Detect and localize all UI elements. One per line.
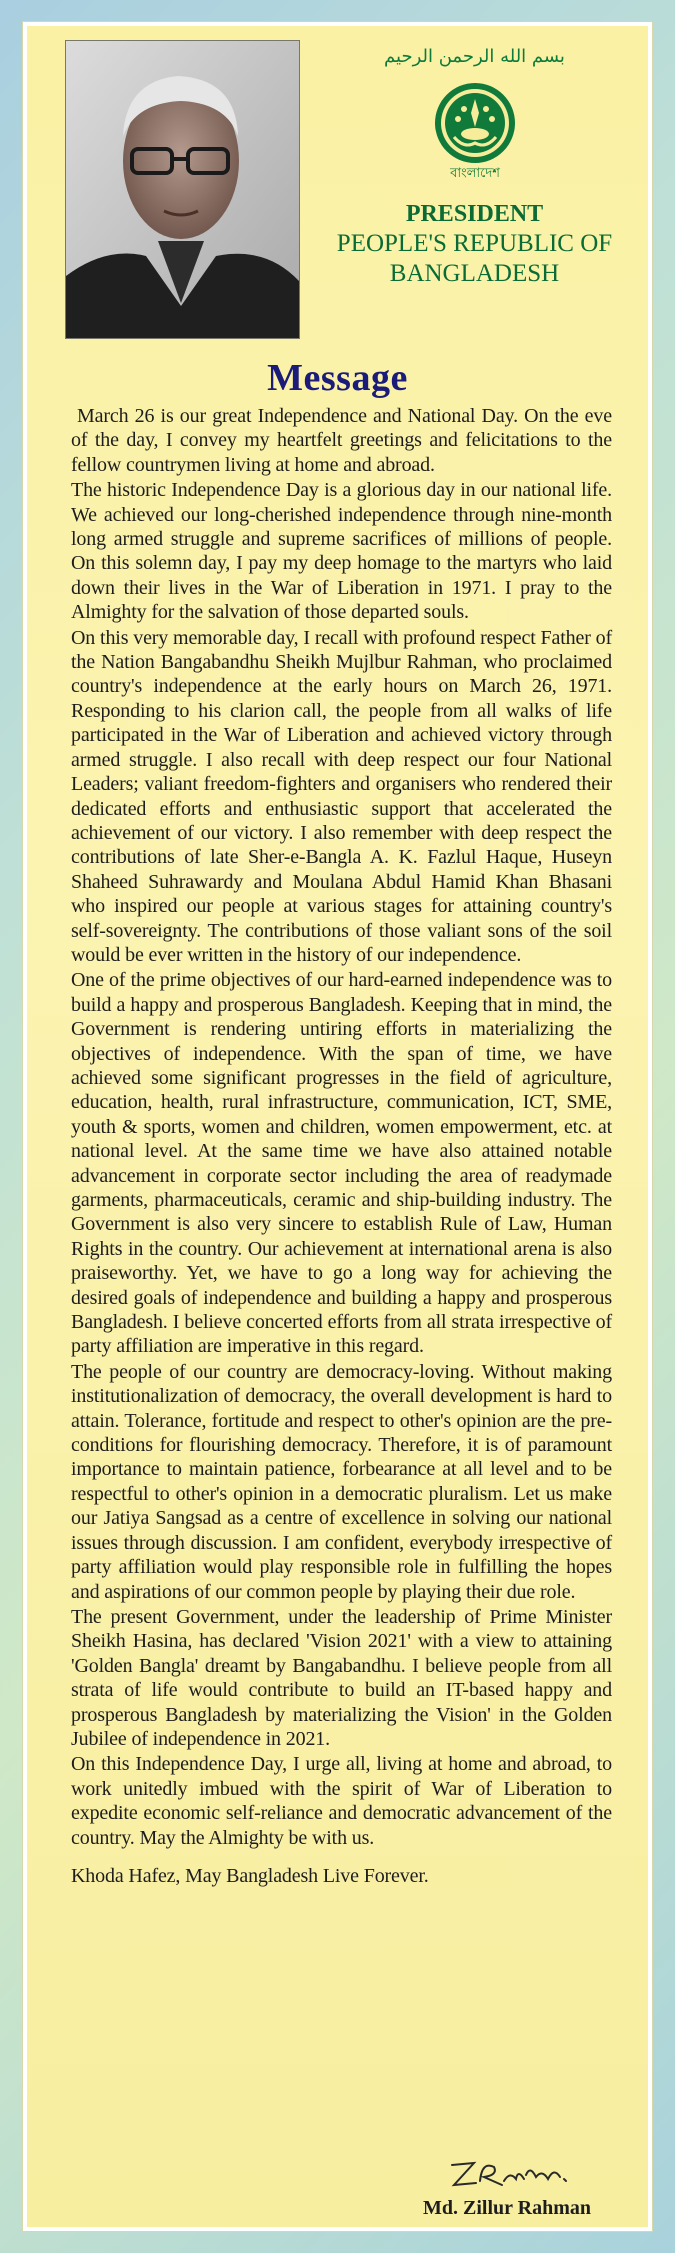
paragraph-3: On this very memorable day, I recall with profound respect Father of the Nation Bangabandhu Sheikh Mujlbur Rahman, who proclaimed country's independence at the early hours on March 26, 1971. Responding to his clarion call, the people from all walks of life participated in the War of Liberation and achieved victory through armed struggle. I also recall with deep respect our four National Leaders; valiant freedom-fighters and organisers who rendered their dedicated efforts and enthusiastic support that accelerated the achievement of our victory. I also remember with deep respect the contributions of late Sher-e-Bangla A. K. Fazlul Haque, Huseyn Shaheed Suhrawardy and Moulana Abdul Hamid Khan Bhasani who inspired our people at various stages for attaining country's self-sovereignty. The contributions of those valiant sons of the soil would be ever written in the history of our independence. <box>71 626 612 966</box>
title-country: BANGLADESH <box>389 260 560 287</box>
president-portrait <box>65 40 300 339</box>
paragraph-1: March 26 is our great Independence and National Day. On the eve of the day, I convey my heartfelt greetings and felicitations to the fellow countrymen living at home and abroad. <box>71 405 612 476</box>
message-heading: Message <box>267 357 408 399</box>
office-title <box>317 199 632 289</box>
national-emblem-icon <box>426 79 524 181</box>
paragraph-2: The historic Independence Day is a glorious day in our national life. We achieved our long-cherished independence through nine-month long armed struggle and supreme sacrifices of millions of people. On this solemn day, I pay my deep homage to the martyrs who laid down their lives in the War of Liberation in 1971. I pray to the Almighty for the salvation of those departed souls. <box>71 479 612 624</box>
emblem-caption: বাংলাদেশ <box>449 166 500 181</box>
title-president: PRESIDENT <box>405 201 544 227</box>
arabic-invocation: بسم الله الرحمن الرحيم <box>384 46 565 67</box>
signer-name: Md. Zillur Rahman <box>423 2197 591 2219</box>
title-republic: PEOPLE'S REPUBLIC OF <box>336 230 613 257</box>
paragraph-6: The present Government, under the leadership of Prime Minister Sheikh Hasina, has declared 'Vision 2021' with a view to attaining 'Golden Bangla' dreamt by Bangabandhu. I believe people from all strata of life would contribute to build an IT-based happy and prosperous Bangladesh by materializing the Vision' in the Golden Jubilee of independence in 2021. <box>71 1605 612 1750</box>
paragraph-7: On this Independence Day, I urge all, living at home and abroad, to work unitedly imbued with the spirit of War of Liberation to expedite economic self-reliance and democratic advancement of the country. May the Almighty be with us. <box>71 1753 612 1849</box>
paragraph-5: The people of our country are democracy-loving. Without making institutionalization of democracy, the overall development is hard to attain. Tolerance, fortitude and respect to other's opinion are the pre-conditions for flourishing democracy. Therefore, it is of paramount importance to maintain patience, forbearance at all level and to be respectful to other's opinion in a democratic pluralism. Let us make our Jatiya Sangsad as a centre of excellence in solving our national issues through discussion. I am confident, everybody irrespective of party affiliation would play responsible role in fulfilling the hopes and aspirations of our common people by playing their due role. <box>71 1360 612 1603</box>
message-card <box>23 22 652 2231</box>
message-body <box>71 404 612 1889</box>
paragraph-4: One of the prime objectives of our hard-earned independence was to build a happy and prosperous Bangladesh. Keeping that in mind, the Government is rendering untiring efforts in materializing the objectives of independence. With the span of time, we have achieved some significant progresses in the field of agriculture, education, health, rural infrastructure, communication, ICT, SME, youth & sports, women and children, women empowerment, etc. at national level. At the same time we have also attained notable advancement in corporate sector including the area of readymade garments, pharmaceuticals, ceramic and ship-building industry. The Government is also very sincere to establish Rule of Law, Human Rights in the country. Our achievement at international arena is also praiseworthy. Yet, we have to go a long way for achieving the desired goals of independence and building a happy and prosperous Bangladesh. I believe concerted efforts from all strata irrespective of party affiliation are imperative in this regard. <box>71 969 612 1358</box>
handwritten-signature <box>432 2151 582 2197</box>
header-right <box>317 38 632 348</box>
signature-block <box>407 2151 607 2220</box>
portrait-image <box>66 41 299 338</box>
closing-line: Khoda Hafez, May Bangladesh Live Forever. <box>71 1864 429 1887</box>
